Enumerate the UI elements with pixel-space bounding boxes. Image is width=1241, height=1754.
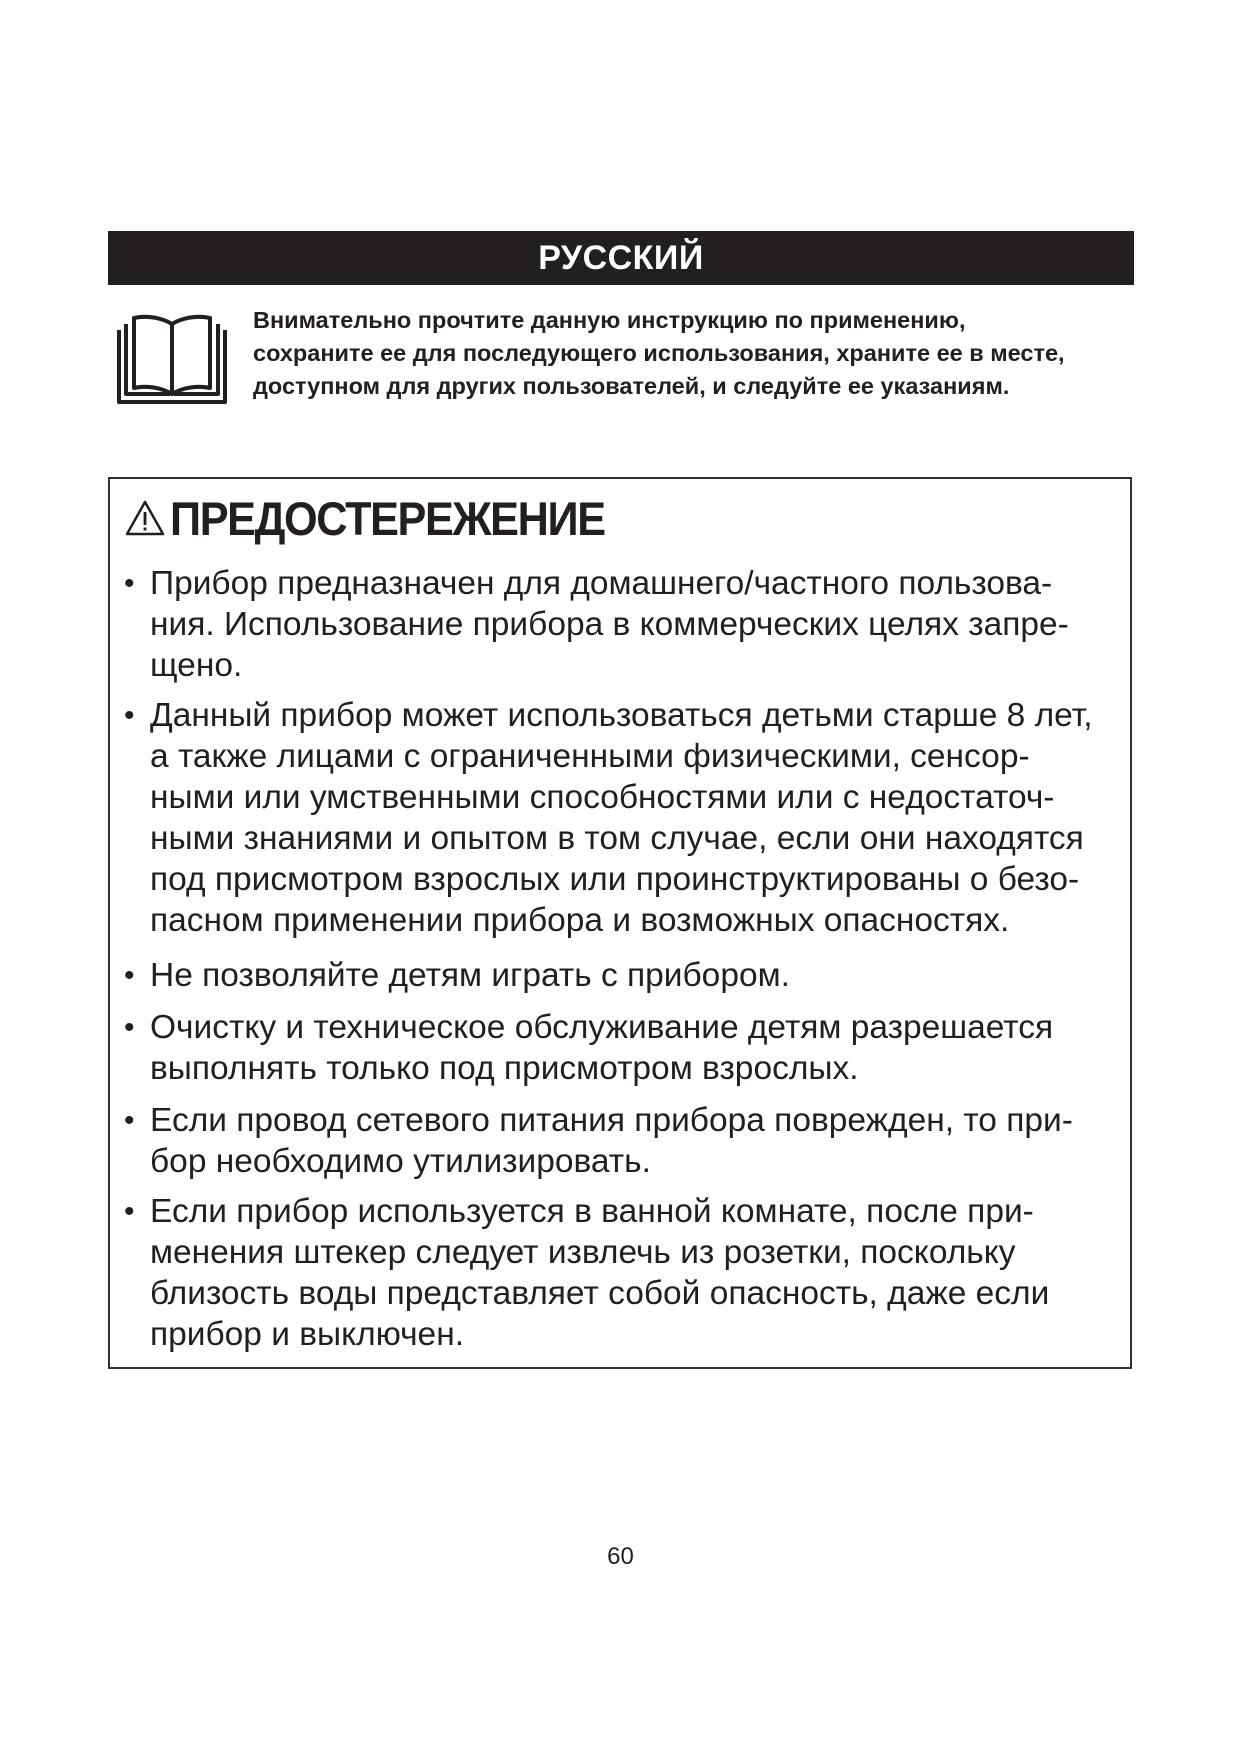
list-item-line: Данный прибор может использоваться детьми старше 8 лет,: [150, 697, 1093, 734]
bullet-icon: •: [124, 959, 135, 992]
warning-list: [124, 563, 1124, 1355]
list-item-line: щено.: [150, 647, 243, 684]
list-item-line: ния. Использование прибора в коммерческих целях запре-: [150, 606, 1069, 643]
list-item: [124, 955, 1124, 996]
intro-section: [108, 300, 1148, 420]
bullet-icon: •: [124, 699, 135, 732]
bullet-icon: •: [124, 567, 135, 600]
list-item-line: близость воды представляет собой опасность, даже если: [150, 1275, 1050, 1312]
intro-line: Внимательно прочтите данную инструкцию по применению,: [253, 307, 966, 333]
list-item: [124, 1191, 1124, 1355]
list-item-line: выполнять только под присмотром взрослых.: [150, 1050, 859, 1087]
intro-line: доступном для других пользователей, и следуйте ее указаниям.: [253, 373, 1010, 399]
list-item: [124, 563, 1124, 686]
list-item-line: ными или умственными способностями или с недостаточ-: [150, 779, 1055, 816]
list-item-line: ными знаниями и опытом в том случае, если они находятся: [150, 820, 1084, 857]
list-item-line: а также лицами с ограниченными физическими, сенсор-: [150, 738, 1030, 775]
bullet-icon: •: [124, 1011, 135, 1044]
list-item-line: бор необходимо утилизировать.: [150, 1143, 651, 1180]
bullet-icon: •: [124, 1104, 135, 1137]
warning-triangle-icon: [124, 499, 166, 537]
book-icon: [116, 312, 228, 406]
list-item-line: пасном применении прибора и возможных опасностях.: [150, 902, 1010, 939]
list-item-line: Не позволяйте детям играть с прибором.: [150, 957, 790, 994]
warning-heading: [124, 493, 642, 543]
list-item-line: Если прибор используется в ванной комнате, после при-: [150, 1193, 1034, 1230]
language-header: РУССКИЙ: [108, 231, 1134, 285]
intro-line: сохраните ее для последующего использования, храните ее в месте,: [253, 340, 1065, 366]
list-item-line: прибор и выключен.: [150, 1316, 464, 1353]
list-item-line: менения штекер следует извлечь из розетки, поскольку: [150, 1234, 1016, 1271]
list-item-line: под присмотром взрослых или проинструктированы о безо-: [150, 861, 1080, 898]
warning-box: [108, 477, 1132, 1369]
list-item: [124, 1100, 1124, 1182]
warning-title: ПРЕДОСТЕРЕЖЕНИЕ: [170, 491, 605, 545]
list-item-line: Очистку и техническое обслуживание детям разрешается: [150, 1009, 1054, 1046]
bullet-icon: •: [124, 1195, 135, 1228]
list-item-line: Прибор предназначен для домашнего/частного пользова-: [150, 565, 1053, 602]
list-item-line: Если провод сетевого питания прибора поврежден, то при-: [150, 1102, 1073, 1139]
list-item: [124, 1007, 1124, 1089]
intro-instruction-text: [253, 304, 1153, 403]
page-number: 60: [607, 1543, 634, 1570]
list-item: [124, 695, 1124, 941]
